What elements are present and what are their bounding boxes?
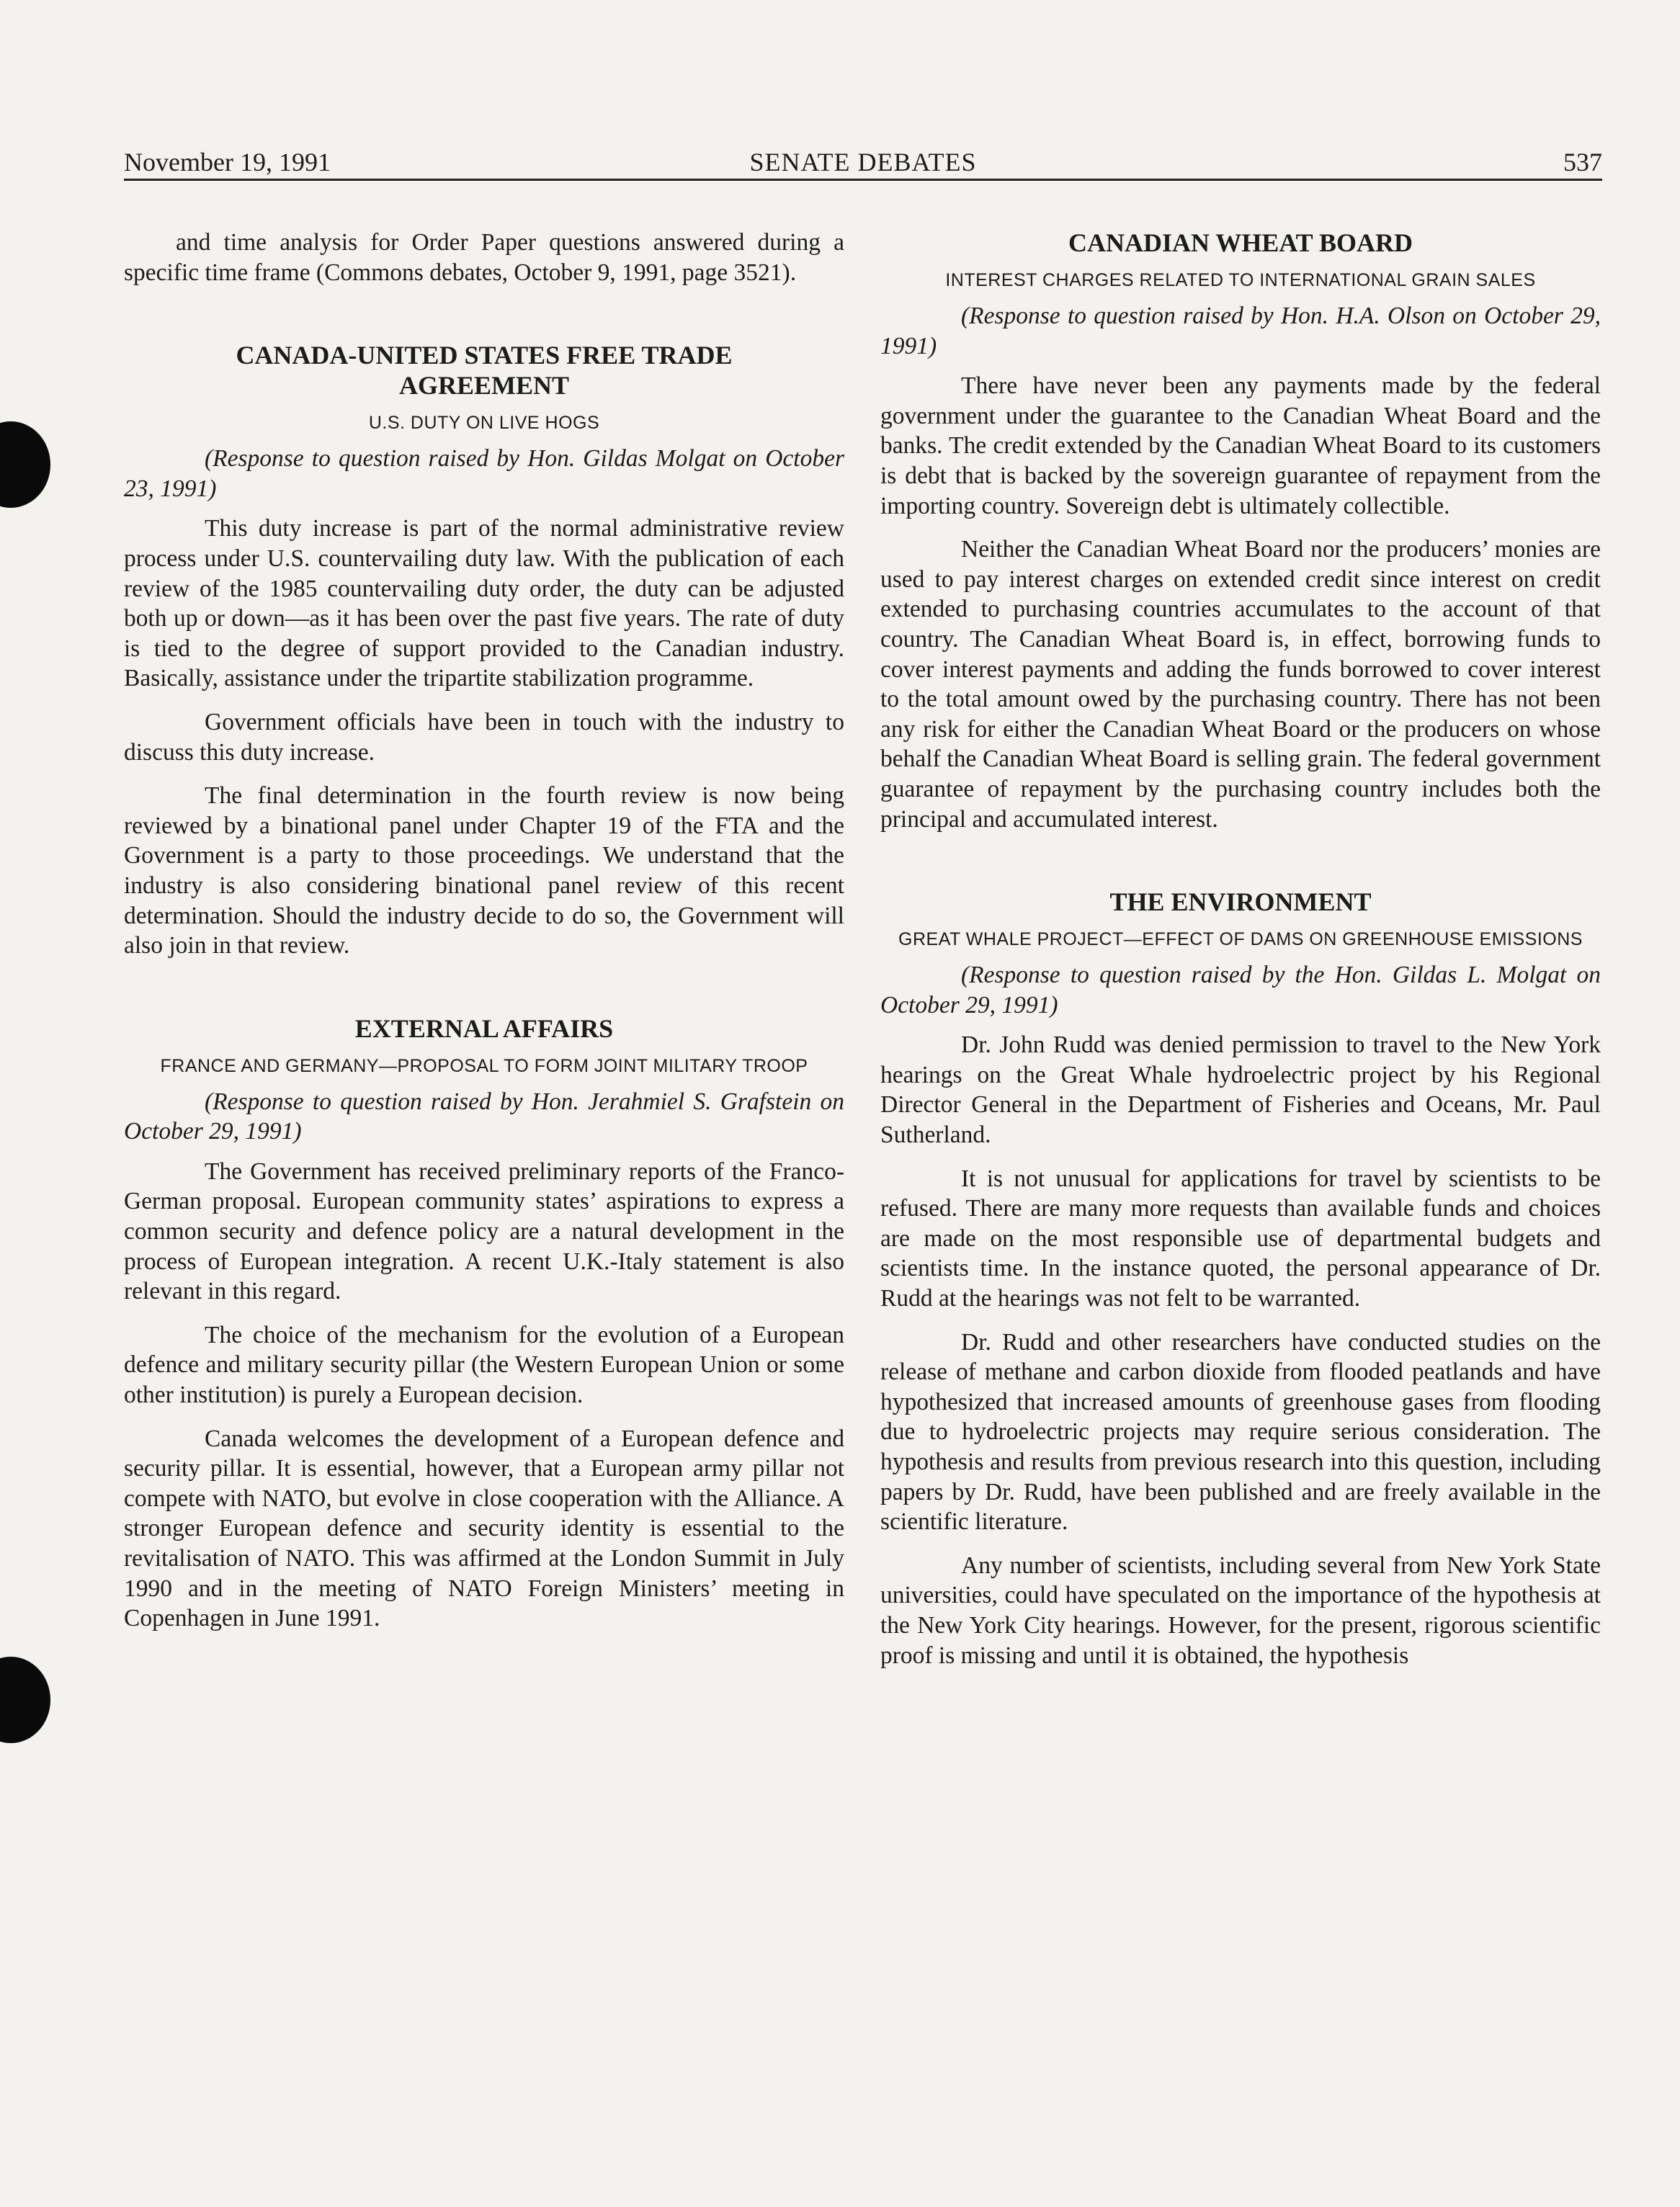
body-paragraph: Dr. Rudd and other researchers have conducted studies on the release of methane and carbon dioxide from flooded peatlands and have hypothesized that increased amounts of greenhouse gases from flooding due to hydroelectric projects may require serious consideration. The hypothesis and results from previous research into this question, including papers by Dr. Rudd, have been published and are freely available in the scientific literature.	[880, 1328, 1601, 1536]
subheading-interest-charges: INTEREST CHARGES RELATED TO INTERNATIONAL GRAIN SALES	[945, 270, 1536, 290]
response-line: (Response to question raised by Hon. H.A. Olson on October 29, 1991)	[880, 303, 1601, 359]
body-paragraph: It is not unusual for applications for travel by scientists to be refused. There are many more requests than available funds and choices are made on the most responsible use of departmental budgets and scientists time. In the instance quoted, the personal appearance of Dr. Rudd at the hearings was not felt to be warranted.	[880, 1165, 1601, 1312]
response-line: (Response to question raised by Hon. Jerahmiel S. Grafstein on October 29, 1991)	[124, 1088, 844, 1145]
body-paragraph: Neither the Canadian Wheat Board nor the producers’ monies are used to pay interest charges on extended credit since interest on credit extended to purchasing countries accumulates to the account of that country. The Canadian Wheat Board is, in effect, borrowing funds to cover interest payments and adding the funds borrowed to cover interest to the total amount owed by the purchasing country. There has not been any risk for either the Canadian Wheat Board or the producers on whose behalf the Canadian Wheat Board is selling grain. The federal government guarantee of repayment by the purchasing country includes both the principal and accumulated interest.	[880, 536, 1601, 833]
body-paragraph: Government officials have been in touch with the industry to discuss this duty increase.	[124, 708, 844, 766]
subheading-great-whale: GREAT WHALE PROJECT—EFFECT OF DAMS ON GREENHOUSE EMISSIONS	[898, 929, 1583, 950]
section-heading-wheat-board: CANADIAN WHEAT BOARD	[1068, 228, 1413, 257]
intro-paragraph: and time analysis for Order Paper questions answered during a specific time frame (Commons debates, October 9, 1991, page 3521).	[124, 229, 844, 286]
body-paragraph: This duty increase is part of the normal administrative review process under U.S. countervailing duty law. With the publication of each review of the 1985 countervailing duty order, the duty can be adjusted both up or down—as it has been over the past five years. The rate of duty is tied to the degree of support provided to the Canadian industry. Basically, assistance under the tripartite stabilization programme.	[124, 515, 844, 692]
response-line: (Response to question raised by Hon. Gildas Molgat on October 23, 1991)	[124, 445, 844, 502]
body-paragraph: Any number of scientists, including several from New York State universities, could have speculated on the importance of the hypothesis at the New York City hearings. However, for the present, rigorous scientific proof is missing and until it is obtained, the hypothesis	[880, 1552, 1601, 1669]
header-title: SENATE DEBATES	[749, 148, 977, 176]
subheading-duty-live-hogs: U.S. DUTY ON LIVE HOGS	[368, 413, 600, 434]
section-heading-external-affairs: EXTERNAL AFFAIRS	[354, 1013, 614, 1043]
body-paragraph: Canada welcomes the development of a European defence and security pillar. It is essential, however, that a European army pillar not compete with NATO, but evolve in close cooperation with the Alliance. A stronger European defence and security identity is essential to the revitalisation of NATO. This was affirmed at the London Summit in July 1990 and in the meeting of NATO Foreign Ministers’ meeting in Copenhagen in June 1991.	[124, 1425, 844, 1632]
running-header	[124, 144, 1602, 180]
section-heading-free-trade: CANADA-UNITED STATES FREE TRADE AGREEMENT	[236, 341, 733, 400]
right-column	[880, 228, 1601, 1684]
body-paragraph: Dr. John Rudd was denied permission to travel to the New York hearings on the Great Whale hydroelectric project by his Regional Director General in the Department of Fisheries and Oceans, Mr. Paul Sutherland.	[880, 1031, 1601, 1149]
body-paragraph: There have never been any payments made by the federal government under the guarantee to the Canadian Wheat Board and the banks. The credit extended by the Canadian Wheat Board to its customers is debt that is backed by the sovereign guarantee of repayment from the importing country. Sovereign debt is ultimately collectible.	[880, 372, 1601, 519]
punch-hole-bottom	[0, 1657, 50, 1743]
header-date: November 19, 1991	[124, 148, 331, 176]
body-paragraph: The final determination in the fourth review is now being reviewed by a binational panel under Chapter 19 of the FTA and the Government is a party to those proceedings. We understand that the industry is also considering binational panel review of this recent determination. Should the industry decide to do so, the Government will also join in that review.	[124, 782, 844, 959]
subheading-france-germany: FRANCE AND GERMANY—PROPOSAL TO FORM JOINT MILITARY TROOP	[160, 1055, 808, 1076]
body-paragraph: The Government has received preliminary reports of the Franco-German proposal. European community states’ aspirations to express a common security and defence policy are a natural development in the process of European integration. A recent U.K.-Italy statement is also relevant in this regard.	[124, 1158, 844, 1305]
punch-hole-top	[0, 421, 50, 508]
page-number: 537	[1563, 148, 1602, 176]
left-column	[124, 228, 844, 1647]
header-rule	[124, 179, 1602, 181]
body-paragraph: The choice of the mechanism for the evolution of a European defence and military security pillar (the Western European Union or some other institution) is purely a European decision.	[124, 1321, 844, 1409]
section-heading-environment: THE ENVIRONMENT	[1109, 887, 1372, 917]
response-line: (Response to question raised by the Hon. Gildas L. Molgat on October 29, 1991)	[880, 962, 1601, 1019]
